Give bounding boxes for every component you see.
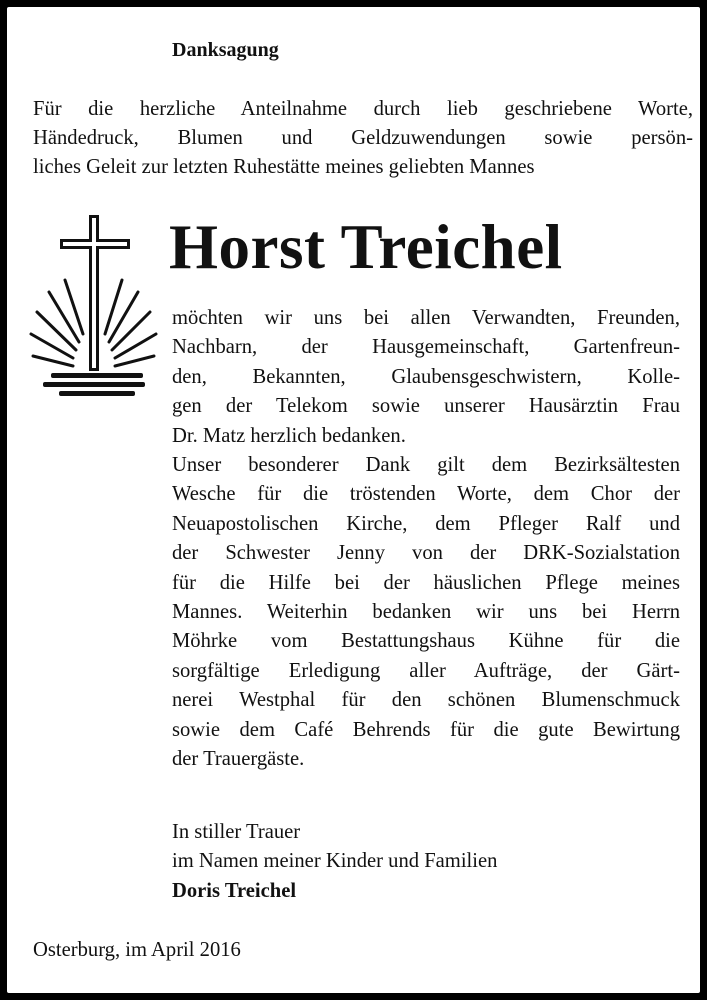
closing-block	[172, 818, 497, 906]
place-and-date: Osterburg, im April 2016	[33, 939, 241, 961]
body-line: nerei Westphal für den schönen Blumenschmuck	[172, 689, 680, 712]
body-line: Neuapostolischen Kirche, dem Pfleger Ralf und	[172, 512, 680, 535]
body-line: sorgfältige Erledigung aller Aufträge, der Gärt-	[172, 659, 680, 682]
closing-line-mourning: In stiller Trauer	[172, 821, 301, 843]
body-line: Möhrke vom Bestattungshaus Kühne für die	[172, 630, 680, 653]
body-line: möchten wir uns bei allen Verwandten, Freunden,	[172, 307, 680, 329]
closing-line-family: im Namen meiner Kinder und Familien	[172, 850, 498, 873]
intro-line: Für die herzliche Anteilnahme durch lieb geschriebene Worte,	[33, 98, 693, 120]
body-line: sowie dem Café Behrends für die gute Bewirtung	[172, 718, 680, 741]
cross-sunrise-icon	[25, 210, 160, 400]
body-line: der Trauergäste.	[172, 748, 305, 771]
obituary-notice	[7, 7, 700, 993]
notice-title: Danksagung	[172, 39, 279, 61]
thanks-paragraph	[172, 304, 680, 775]
deceased-name: Horst Treichel	[169, 212, 563, 282]
body-line: für die Hilfe bei der häuslichen Pflege meines	[172, 571, 680, 594]
signature: Doris Treichel	[172, 879, 297, 902]
body-line: Unser besonderer Dank gilt dem Bezirksältesten	[172, 454, 680, 477]
intro-line: liches Geleit zur letzten Ruhestätte meines geliebten Mannes	[33, 156, 535, 178]
body-line: Dr. Matz herzlich bedanken.	[172, 424, 406, 447]
intro-paragraph	[33, 95, 693, 182]
body-line: der Schwester Jenny von der DRK-Sozialstation	[172, 542, 680, 565]
body-line: Nachbarn, der Hausgemeinschaft, Gartenfreun-	[172, 336, 680, 359]
intro-line: Händedruck, Blumen und Geldzuwendungen sowie persön-	[33, 127, 693, 149]
body-line: Mannes. Weiterhin bedanken wir uns bei Herrn	[172, 601, 680, 624]
body-line: Wesche für die tröstenden Worte, dem Chor der	[172, 483, 680, 506]
body-line: den, Bekannten, Glaubensgeschwistern, Kolle-	[172, 365, 680, 388]
body-line: gen der Telekom sowie unserer Hausärztin Frau	[172, 395, 680, 418]
water-waves	[43, 373, 145, 396]
